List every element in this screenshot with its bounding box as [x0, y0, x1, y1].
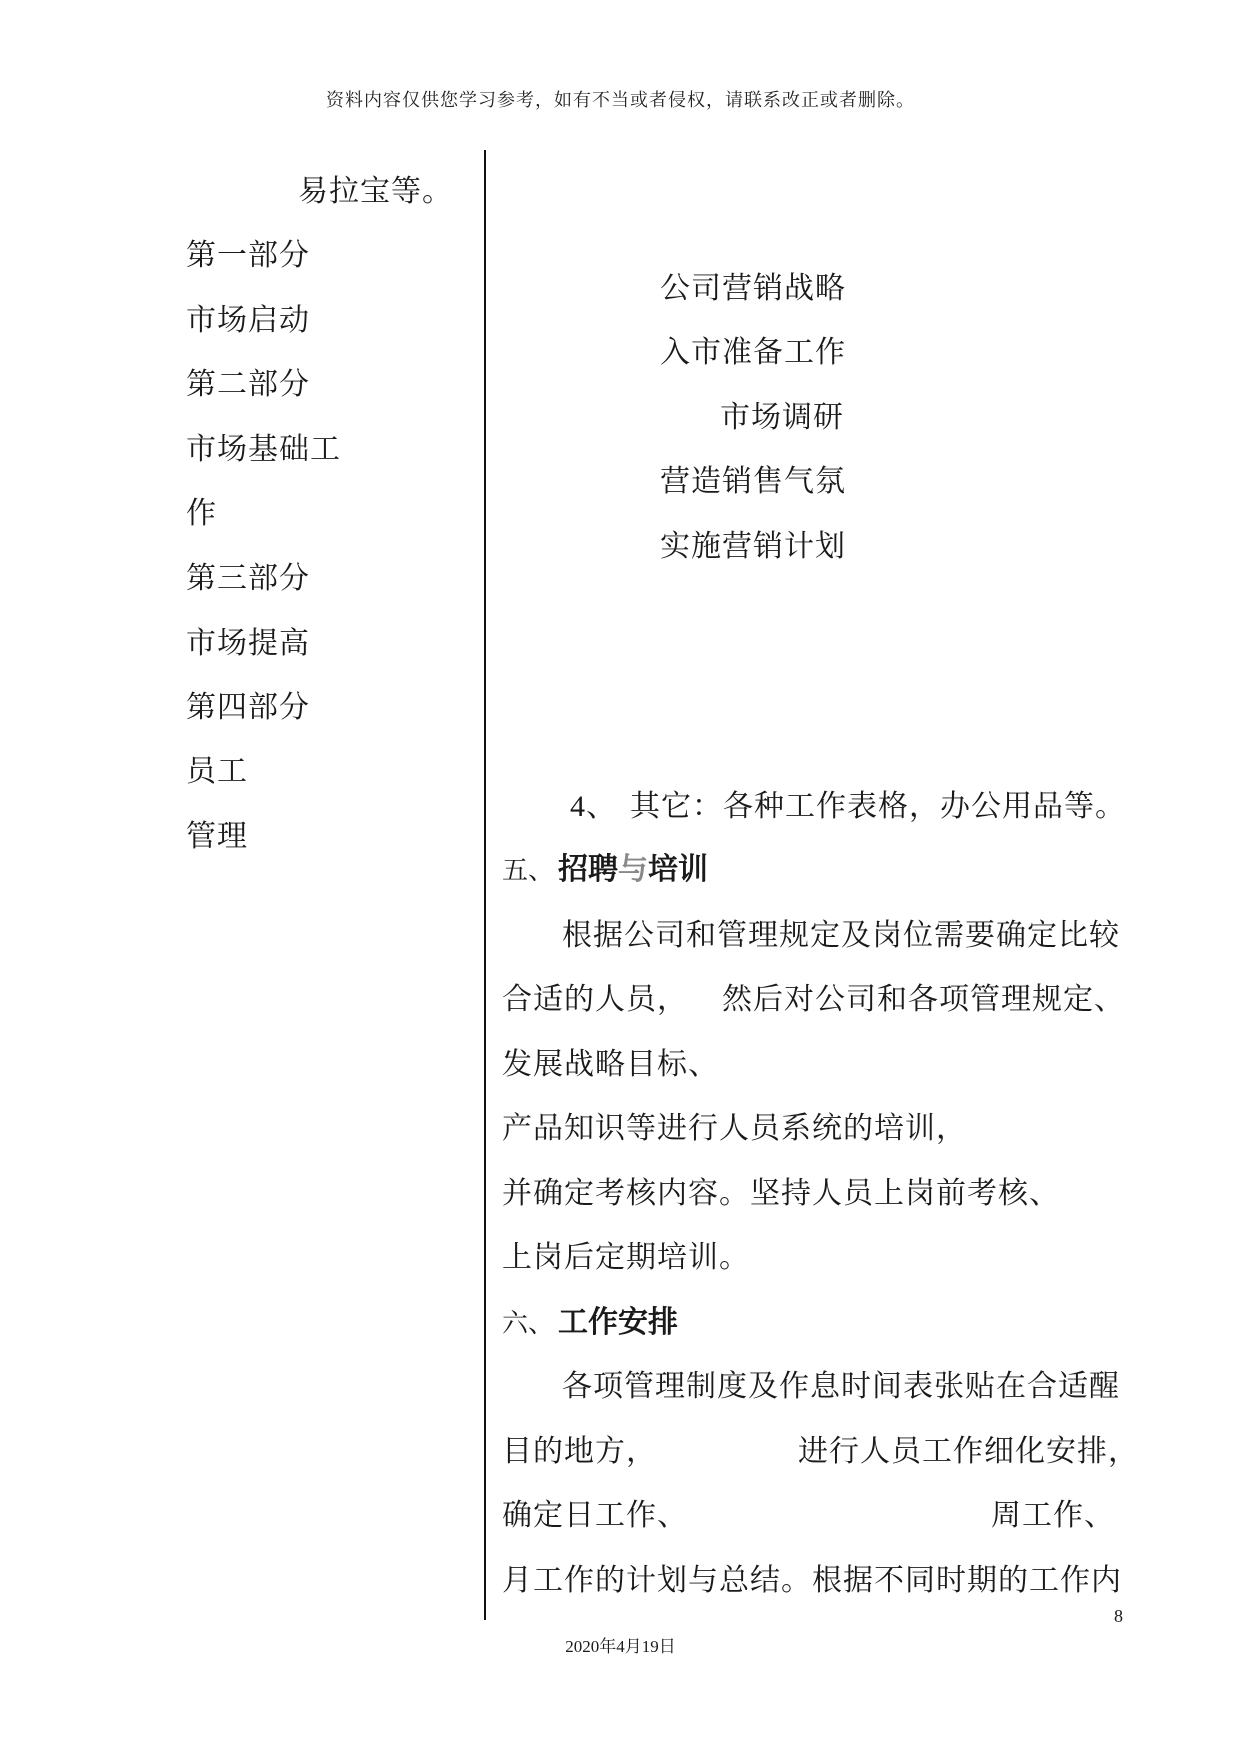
left-item: 市场启动 — [186, 303, 310, 338]
section6-line: 目的地方， — [502, 1434, 657, 1469]
section5-line: 并确定考核内容。坚持人员上岗前考核、 — [502, 1176, 1060, 1211]
section5-line: 合适的人员， — [502, 982, 688, 1017]
item4-number: 4、 — [570, 790, 617, 823]
section6-line: 周工作、 — [991, 1498, 1115, 1533]
section5-number: 五、 — [502, 856, 555, 886]
page-number: 8 — [1114, 1606, 1123, 1626]
left-item: 管理 — [186, 819, 248, 854]
left-item: 第一部分 — [186, 238, 310, 273]
footer-date: 2020年4月19日 — [565, 1637, 676, 1656]
left-item: 员工 — [186, 754, 248, 789]
strategy-item: 入市准备工作 — [660, 335, 846, 370]
section6-line: 进行人员工作细化安排， — [798, 1434, 1139, 1469]
strategy-item: 公司营销战略 — [660, 271, 846, 306]
left-top-line: 易拉宝等。 — [298, 174, 453, 209]
section5-title-a: 招聘 — [558, 852, 619, 887]
section5-line: 然后对公司和各项管理规定、 — [722, 982, 1125, 1017]
section5-line: 根据公司和管理规定及岗位需要确定比较 — [562, 918, 1120, 953]
column-divider — [484, 150, 486, 1620]
section5-line: 上岗后定期培训。 — [502, 1240, 750, 1275]
section5-title-b: 培训 — [648, 852, 709, 887]
section6-number: 六、 — [502, 1309, 555, 1339]
left-item: 市场提高 — [186, 626, 310, 661]
left-item: 第四部分 — [186, 690, 310, 725]
left-item: 第二部分 — [186, 367, 310, 402]
strategy-item: 实施营销计划 — [660, 529, 846, 564]
section5-line: 发展战略目标、 — [502, 1047, 719, 1082]
item4-text: 其它：各种工作表格，办公用品等。 — [630, 789, 1126, 824]
left-item: 第三部分 — [186, 561, 310, 596]
section6-title: 工作安排 — [558, 1305, 679, 1340]
left-item: 市场基础工 — [186, 432, 341, 467]
page-header-disclaimer: 资料内容仅供您学习参考，如有不当或者侵权，请联系改正或者删除。 — [326, 90, 915, 111]
section6-line: 各项管理制度及作息时间表张贴在合适醒 — [562, 1369, 1120, 1404]
strategy-item: 市场调研 — [720, 400, 844, 435]
section6-heading — [502, 1297, 678, 1341]
section5-heading — [502, 844, 708, 888]
section6-line: 月工作的计划与总结。根据不同时期的工作内 — [502, 1563, 1122, 1598]
section5-line: 产品知识等进行人员系统的培训， — [502, 1111, 967, 1146]
section5-title-mid: 与 — [618, 852, 649, 887]
section6-line: 确定日工作、 — [502, 1498, 688, 1533]
left-item: 作 — [186, 496, 217, 531]
strategy-item: 营造销售气氛 — [660, 464, 846, 499]
